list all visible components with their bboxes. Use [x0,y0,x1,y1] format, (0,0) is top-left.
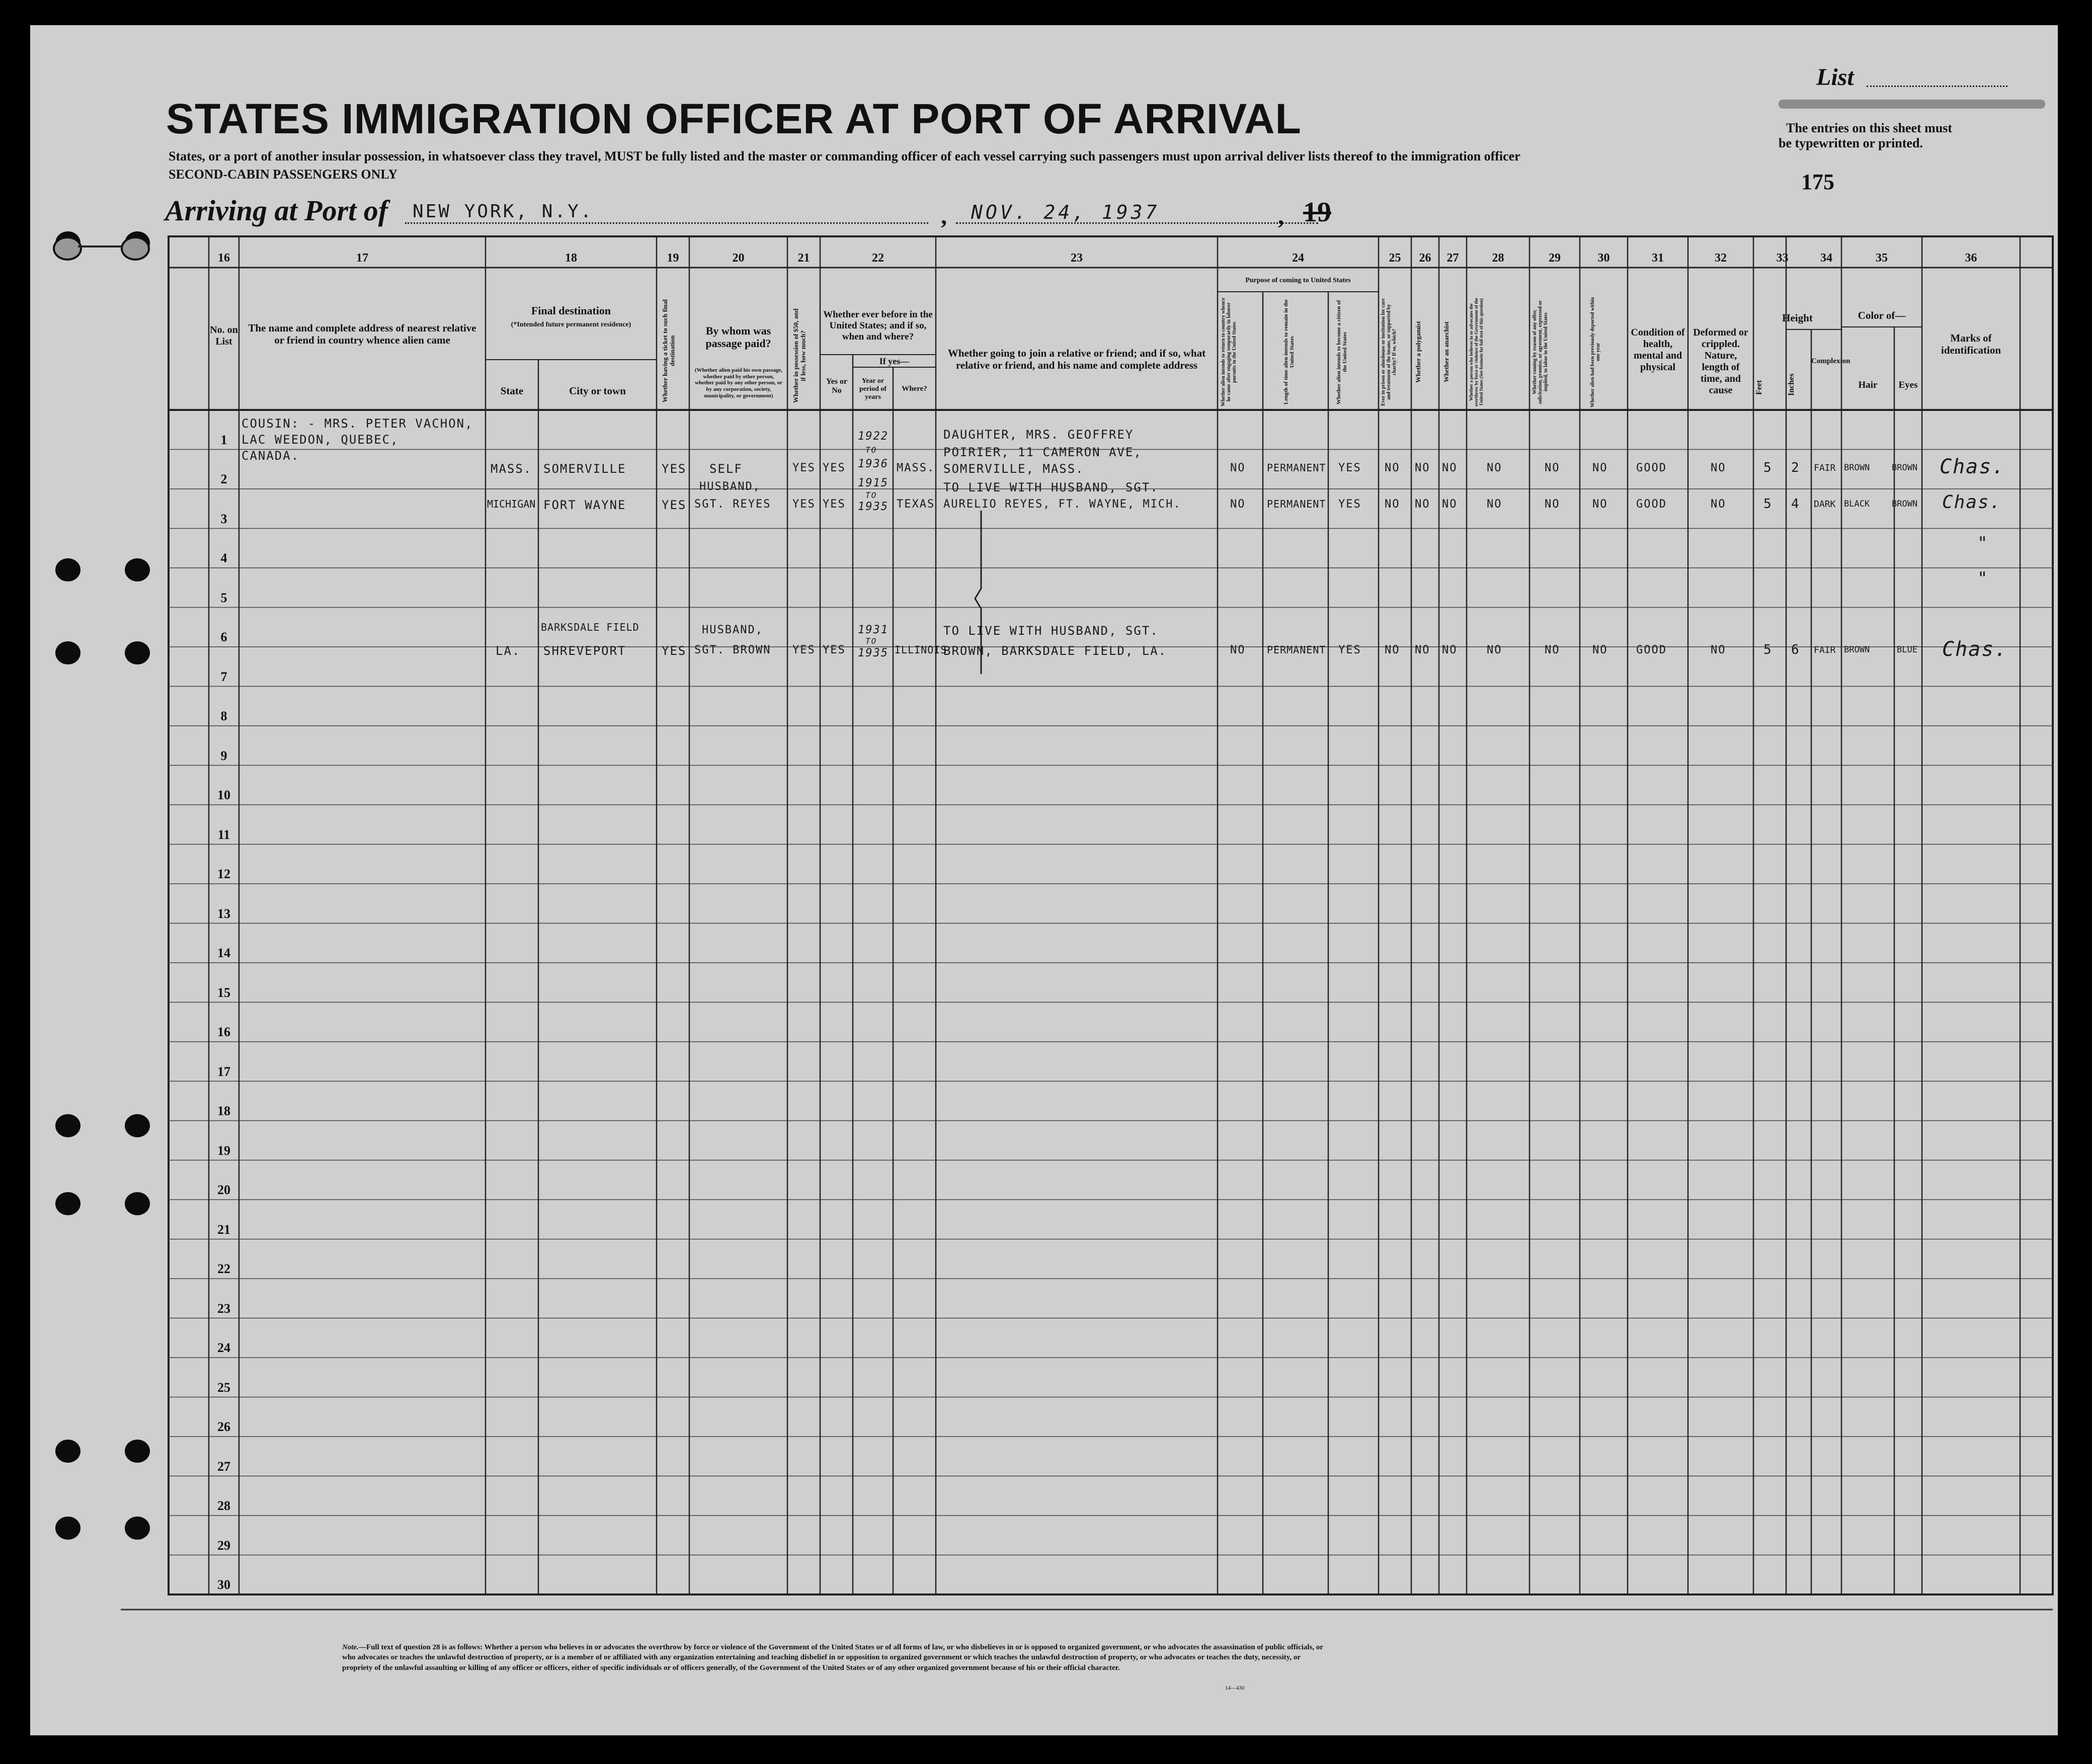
r1-prison: NO [1385,462,1400,474]
r6-paid-by-line1: HUSBAND, [702,624,763,636]
col-header-return: Whether alien intends to return to country whence he came after engaging temporarily in laborer pursuits in the United States [1221,298,1237,407]
row-number: 28 [217,1498,230,1513]
r1-relative-line2: LAC WEEDON, QUEBEC, [242,433,399,447]
r2-paid-by-line1: HUSBAND, [699,480,761,493]
col-header-inches: Inches [1787,373,1796,396]
r6-return: NO [1230,644,1246,656]
r6-complexion: FAIR [1814,645,1836,655]
r1-deformed: NO [1711,462,1726,474]
r6-anarchist: NO [1442,644,1458,656]
row-number: 5 [220,590,227,605]
r6-length: PERMANENT [1267,644,1326,656]
r6-money: YES [792,644,816,656]
col-header-yesno: Yes or No [826,377,848,395]
r1-eyes: BROWN [1892,463,1918,473]
col-num: 28 [1492,251,1504,265]
col-header-destination: Final destination [531,304,611,317]
comma: , [941,203,947,229]
r2-prison: NO [1385,498,1400,511]
row-number: 26 [217,1419,230,1434]
col-header-year: Year or period of years [859,377,887,401]
col-header-height: Height [1782,312,1813,324]
col-num: 16 [218,251,230,265]
r6-hair: BROWN [1844,645,1870,655]
col-num: 31 [1652,251,1664,265]
col-num: 22 [872,251,884,265]
r1-state: MASS. [491,462,532,476]
row-number: 2 [220,472,227,486]
sheet-number: 175 [1801,170,1834,194]
r1-anarchist: NO [1442,462,1458,474]
col-num: 18 [565,251,577,265]
r1-q28: NO [1487,462,1502,474]
col-num: 35 [1876,251,1888,265]
row-number: 8 [220,709,227,723]
r1-years-a: 1922 [858,430,889,443]
r6-years-b: 1935 [858,647,889,659]
r1-money: YES [792,462,816,474]
r6-years-to: TO [865,636,877,646]
r1-return: NO [1230,462,1246,474]
col-num: 21 [797,251,810,265]
r2-years-to: TO [865,490,877,500]
col-header-complexion: Complexion [1811,357,1850,365]
r1-years-b: 1936 [858,458,889,470]
r1-q29: NO [1545,462,1560,474]
r6-state: LA. [496,644,521,658]
col-header-ticket: Whether having a ticket to such final destination [661,299,676,402]
row-number: 15 [217,985,230,1000]
row-number: 4 [220,551,227,565]
r6-paid-by-line2: SGT. BROWN [694,644,771,656]
footnote [342,1642,1323,1673]
row-number: 9 [220,748,227,763]
r6-polygamist: NO [1415,644,1430,656]
table-grid [30,25,2058,1735]
row-number: 22 [217,1262,230,1276]
row-number: 19 [217,1143,230,1158]
row-number: 17 [217,1064,230,1079]
col-num: 19 [667,251,679,265]
row-number: 12 [217,867,230,881]
col-header-hair: Hair [1858,380,1878,390]
col-header-q28: Whether a person who believes in or advocates the overthrow by force or violence of the Government of the United States (See footnote for full text of this question) [1469,298,1484,406]
r2-health: GOOD [1636,498,1667,511]
col-num: 32 [1715,251,1727,265]
r6-years-a: 1931 [858,624,889,636]
footnote-label: Note. [342,1643,359,1651]
col-num: 17 [356,251,368,265]
r1-ticket: YES [662,462,687,476]
col-header-deported: Whether alien had been previously deported within one year [1590,297,1601,407]
col-header-purpose: Purpose of coming to United States [1245,277,1351,284]
r1-join-line1: DAUGHTER, MRS. GEOFFREY [943,428,1134,442]
r1-paid-by: SELF [709,462,743,476]
row-number: 25 [217,1380,230,1395]
entries-note-2: be typewritten or printed. [1779,136,1923,150]
col-num: 27 [1446,251,1459,265]
col-header-marks: Marks of identification [1941,332,2001,357]
row-number: 11 [217,827,230,842]
col-header-prison: Ever in prison or almshouse or institution for care and treatment of the insane, or supported by charity? If so, which? [1381,298,1397,406]
col-num: 25 [1389,251,1401,265]
row-number: 1 [220,432,227,447]
r2-q29: NO [1545,498,1560,511]
col-num: 30 [1597,251,1610,265]
row-number: 18 [217,1104,230,1118]
col-header-money: Whether in possession of $50, and if less, how much? [792,308,807,403]
row-number: 10 [217,788,230,802]
col-header-city: City or town [569,385,626,397]
row-number: 7 [220,669,227,684]
row-number: 6 [220,630,227,644]
r2-marks: Chas. [1942,492,2002,513]
col-num: 20 [732,251,745,265]
r6-q28: NO [1487,644,1502,656]
r1-relative-line1: COUSIN: - MRS. PETER VACHON, [242,416,473,431]
year-prefix: 19 [1303,197,1331,228]
r1-citizen: YES [1338,462,1361,474]
r1-years-to: TO [865,445,877,455]
r2-deformed: NO [1711,498,1726,511]
footnote-text: —Full text of question 28 is as follows: Whether a person who believes in or advocates the overthrow by force or violence of the Government of the United States or of all forms of law, or who disbelieves in or is opposed to organized government, or who advocates the assassination of public officials, or who advocates or teaches the unlawful destruction of property, or is a member of or affiliated with any organization entertaining and teaching disbelief in or opposition to organized government or which teaches the unlawful destruction of property, or who advocates or teaches the duty, necessity, or propriety of the unlawful assaulting or killing of any officer or officers, either of specific individuals or of officers generally, of the Government of the United States or of any other organized government because of his or their official character. [342,1643,1323,1672]
instruction-text: States, or a port of another insular possession, in whatsoever class they travel, MUST be fully listed and the master or commanding officer of each vessel carrying such passengers must upon arrival deliver lists thereof to the immigration officer [169,149,1520,163]
r6-health: GOOD [1636,644,1667,656]
r2-paid-by-line2: SGT. REYES [694,498,771,511]
col-header-anarchist: Whether an anarchist [1442,321,1450,383]
r1-hair: BROWN [1844,463,1870,473]
r1-feet: 5 [1763,460,1773,475]
r1-join-line2: POIRIER, 11 CAMERON AVE, [943,445,1142,459]
col-header-polygamist: Whether a polygamist [1414,321,1422,383]
col-header-ifyes: If yes— [879,356,910,366]
r2-polygamist: NO [1415,498,1430,511]
row-number: 23 [217,1301,230,1316]
row-number: 29 [217,1538,230,1553]
form-number: 14—430 [1225,1685,1245,1691]
col-num: 29 [1549,251,1561,265]
col-num: 33 [1776,251,1789,265]
r6-inches: 6 [1791,642,1800,657]
r6-prison: NO [1385,644,1400,656]
r2-q28: NO [1487,498,1502,511]
col-header-before: Whether ever before in the United States; and if so, when and where? [823,309,933,342]
col-num: 26 [1419,251,1431,265]
r2-where: TEXAS [897,498,935,511]
r6-feet: 5 [1763,642,1773,657]
r2-ticket: YES [662,498,687,512]
col-header-no: No. on List [210,324,238,347]
port-value: NEW YORK, N.Y. [413,201,594,222]
r1-complexion: FAIR [1814,463,1836,473]
r2-city: FORT WAYNE [543,498,626,512]
r2-deported: NO [1592,498,1608,511]
r1-marks: Chas. [1940,455,2005,478]
r6-deformed: NO [1711,644,1726,656]
r1-join-line3: SOMERVILLE, MASS. [943,462,1084,476]
r2-years-b: 1935 [858,500,889,513]
col-header-paid-by-note: (Whether alien paid his own passage, whether paid by other person, whether paid by any other person, or by any corporation, society, municipality, or government) [694,367,783,399]
comma: , [1278,203,1284,229]
r6-where: ILLINOIS [895,644,947,656]
r2-feet: 5 [1763,496,1773,512]
r1-before: YES [823,462,846,474]
r1-city: SOMERVILLE [543,462,626,476]
col-header-feet: Feet [1755,380,1763,395]
r2-join-line2: AURELIO REYES, FT. WAYNE, MICH. [943,498,1181,511]
col-header-where: Where? [902,385,927,393]
col-header-destination-note: (*Intended future permanent residence) [511,321,631,328]
r6-marks: Chas. [1942,638,2008,661]
col-header-q29: Whether coming by reason of any offer, solicitation, promise, or agreement, expressed or implied, to labor in the United States [1532,300,1549,404]
r6-join-line2: BROWN, BARKSDALE FIELD, LA. [943,644,1167,658]
page-title: STATES IMMIGRATION OFFICER AT PORT OF ARRIVAL [166,95,1302,142]
r6-city-line2: SHREVEPORT [543,644,626,658]
row-number: 14 [217,946,230,960]
r2-anarchist: NO [1442,498,1458,511]
r2-join-line1: TO LIVE WITH HUSBAND, SGT. [943,480,1159,494]
r2-return: NO [1230,498,1246,511]
row-number: 3 [220,511,227,526]
col-header-health: Condition of health, mental and physical [1631,327,1685,373]
col-header-eyes: Eyes [1898,380,1918,390]
r1-length: PERMANENT [1267,462,1326,474]
r2-length: PERMANENT [1267,498,1326,510]
r2-before: YES [823,498,846,511]
col-header-join: Whether going to join a relative or friend; and if so, what relative or friend, and his name and complete address [947,347,1206,372]
r6-q29: NO [1545,644,1560,656]
r1-inches: 2 [1791,460,1800,475]
ditto-mark: " [1977,568,1989,589]
row-number: 30 [217,1577,230,1592]
r6-city-line1: BARKSDALE FIELD [541,621,639,633]
r6-deported: NO [1592,644,1608,656]
col-header-deformed: Deformed or crippled. Nature, length of time, and cause [1693,327,1748,396]
col-num: 36 [1965,251,1977,265]
row-number: 16 [217,1025,230,1039]
arriving-label: Arriving at Port of [165,194,388,227]
row-number: 13 [217,906,230,921]
r2-eyes: BROWN [1892,499,1918,509]
ditto-mark: " [1977,533,1989,553]
r6-ticket: YES [662,644,687,658]
class-line: SECOND-CABIN PASSENGERS ONLY [169,167,398,182]
r2-years-a: 1915 [858,477,889,489]
col-header-length: Length of time alien intends to remain in the United States [1283,299,1296,405]
date-value: NOV. 24, 1937 [971,201,1160,223]
entries-note-1: The entries on this sheet must [1786,121,1953,135]
r6-citizen: YES [1338,644,1361,656]
col-header-color: Color of— [1858,309,1906,321]
r2-citizen: YES [1338,498,1361,511]
manifest-sheet [30,25,2058,1735]
r2-inches: 4 [1791,496,1800,512]
r6-before: YES [823,644,846,656]
r1-relative-line3: CANADA. [242,449,300,463]
col-header-relative: The name and complete address of nearest relative or friend in country whence alien came [248,322,476,347]
col-num: 24 [1292,251,1304,265]
col-header-citizen: Whether alien intends to become a citizen of the United States [1336,300,1348,404]
list-label: List [1816,64,1854,91]
r2-state: MICHIGAN [487,498,536,510]
row-number: 21 [217,1222,230,1237]
r2-complexion: DARK [1814,499,1836,510]
r1-where: MASS. [897,462,935,474]
r6-eyes: BLUE [1897,645,1917,655]
r2-money: YES [792,498,816,511]
col-num: 34 [1820,251,1832,265]
r1-polygamist: NO [1415,462,1430,474]
row-number: 20 [217,1183,230,1197]
r6-join-line1: TO LIVE WITH HUSBAND, SGT. [943,624,1159,638]
row-number: 24 [217,1340,230,1355]
r2-hair: BLACK [1844,499,1870,509]
r1-health: GOOD [1636,462,1667,474]
col-num: 23 [1071,251,1083,265]
col-header-paid-by: By whom was passage paid? [705,324,771,350]
col-header-state: State [500,385,524,397]
row-number: 27 [217,1459,230,1474]
r1-deported: NO [1592,462,1608,474]
